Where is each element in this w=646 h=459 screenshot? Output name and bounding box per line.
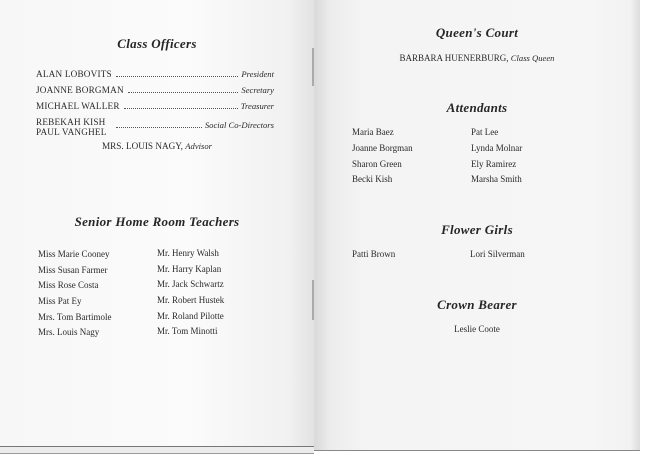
attendant-name: Becki Kish xyxy=(352,174,393,185)
teachers-title: Senior Home Room Teachers xyxy=(74,214,240,229)
officer-name: PAUL VANGHEL xyxy=(36,127,107,137)
class-officers-title: Class Officers xyxy=(117,36,197,51)
flower-girls-title: Flower Girls xyxy=(441,222,513,237)
officer-name: JOANNE BORGMAN xyxy=(36,85,124,95)
attendant-name: Pat Lee xyxy=(471,127,499,137)
teacher-name: Mrs. Louis Nagy xyxy=(38,327,100,338)
teachers-column-2 xyxy=(157,248,224,342)
page-bottom-edge-right xyxy=(314,450,640,451)
attendant-name: Joanne Borgman xyxy=(352,142,413,153)
officer-role: Secretary xyxy=(241,85,274,95)
queen-role: Class Queen xyxy=(510,53,555,63)
class-queen-line xyxy=(314,53,640,63)
leader-dots xyxy=(116,127,202,128)
teacher-name: Mrs. Tom Bartimole xyxy=(38,311,112,322)
crown-bearer-title: Crown Bearer xyxy=(437,297,517,312)
advisor-line xyxy=(0,141,314,151)
crown-bearer-name: Leslie Coote xyxy=(454,324,500,334)
attendants-column-1 xyxy=(352,127,413,190)
teacher-name: Mr. Jack Schwartz xyxy=(157,279,224,290)
teacher-name: Miss Pat Ey xyxy=(38,296,82,307)
attendant-name: Maria Baez xyxy=(352,127,394,137)
advisor-role: Advisor xyxy=(185,141,213,151)
officer-name: ALAN LOBOVITS xyxy=(36,69,112,79)
officer-name: REBEKAH KISH xyxy=(36,117,106,127)
flower-girl-name: Patti Brown xyxy=(352,249,396,259)
officer-row xyxy=(36,85,274,95)
officer-name: MICHAEL WALLER xyxy=(36,101,120,111)
teacher-name: Mr. Harry Kaplan xyxy=(157,263,222,274)
officer-row xyxy=(36,101,274,111)
flower-girl-name: Lori Silverman xyxy=(470,249,525,259)
officer-row xyxy=(36,69,274,79)
leader-dots xyxy=(124,108,238,109)
leader-dots xyxy=(116,76,239,77)
attendants-title: Attendants xyxy=(446,100,508,115)
officer-role: Treasurer xyxy=(240,101,274,111)
attendant-name: Ely Ramirez xyxy=(471,158,517,169)
teacher-name: Mr. Tom Minotti xyxy=(157,326,218,337)
teacher-name: Mr. Henry Walsh xyxy=(157,248,219,258)
teacher-name: Miss Rose Costa xyxy=(38,280,99,291)
teachers-column-1 xyxy=(38,249,111,343)
officer-role: Social Co-Directors xyxy=(204,120,274,130)
advisor-name: MRS. LOUIS NAGY, xyxy=(101,141,183,151)
leader-dots xyxy=(128,92,239,93)
attendant-name: Marsha Smith xyxy=(471,174,522,185)
teacher-name: Miss Marie Cooney xyxy=(38,249,110,259)
teacher-name: Miss Susan Farmer xyxy=(38,264,108,275)
page-bottom-edge xyxy=(0,446,314,454)
attendant-name: Sharon Green xyxy=(352,158,402,169)
officer-role: President xyxy=(241,69,274,79)
queens-court-title: Queen's Court xyxy=(435,25,519,40)
co-directors-row xyxy=(36,117,274,137)
attendants-column-2 xyxy=(471,127,522,190)
attendant-name: Lynda Molnar xyxy=(471,142,523,153)
teacher-name: Mr. Roland Pilotte xyxy=(157,310,224,321)
queen-name: BARBARA HUENERBURG, xyxy=(399,53,509,63)
teacher-name: Mr. Robert Hustek xyxy=(157,295,225,306)
